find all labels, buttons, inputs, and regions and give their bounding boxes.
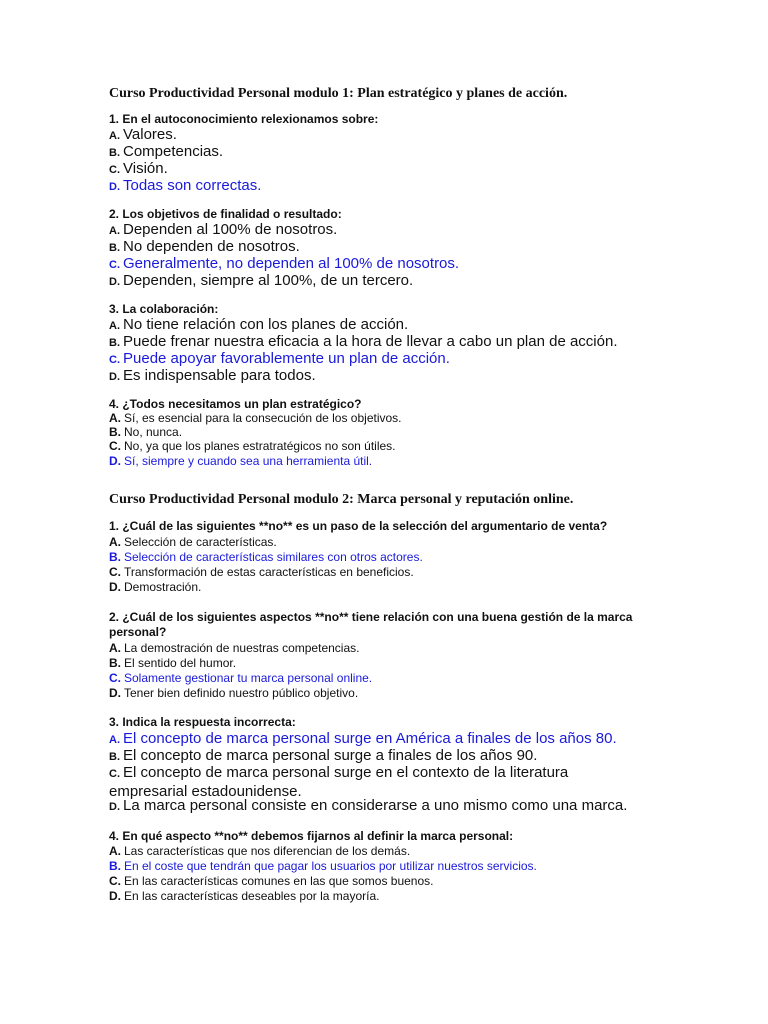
answer-option bbox=[109, 238, 669, 255]
option-text: No, ya que los planes estratratégicos no son útiles. bbox=[124, 439, 396, 453]
answer-option bbox=[109, 126, 669, 143]
correct-answer-option bbox=[109, 350, 669, 367]
option-text: Es indispensable para todos. bbox=[123, 367, 316, 384]
answer-option bbox=[109, 580, 669, 594]
option-letter: B. bbox=[109, 337, 120, 349]
option-letter: C. bbox=[109, 671, 121, 685]
option-text: Selección de características. bbox=[124, 535, 277, 549]
option-letter: C. bbox=[109, 768, 120, 780]
option-text: Sí, es esencial para la consecución de los objetivos. bbox=[124, 411, 402, 425]
option-text: En las características comunes en las que somos buenos. bbox=[124, 874, 434, 888]
option-letter: C. bbox=[109, 565, 121, 579]
question-text: 3. La colaboración: bbox=[109, 302, 219, 316]
answer-option bbox=[109, 535, 669, 549]
answer-option bbox=[109, 143, 669, 160]
option-text: No, nunca. bbox=[124, 425, 183, 439]
correct-answer-option bbox=[109, 177, 669, 194]
option-text: La marca personal consiste en considerarse a uno mismo como una marca. bbox=[123, 797, 628, 814]
section-title: Curso Productividad Personal modulo 1: Plan estratégico y planes de acción. bbox=[109, 86, 568, 101]
option-letter: D. bbox=[109, 801, 120, 813]
option-letter: B. bbox=[109, 550, 121, 564]
question-text: 1. ¿Cuál de las siguientes **no** es un paso de la selección del argumentario de venta? bbox=[109, 519, 608, 533]
option-text: Las características que nos diferencian de los demás. bbox=[124, 844, 411, 858]
option-letter: A. bbox=[109, 734, 120, 746]
answer-option bbox=[109, 411, 669, 425]
answer-option bbox=[109, 272, 669, 289]
answer-option bbox=[109, 565, 669, 579]
question-text: 2. Los objetivos de finalidad o resultado: bbox=[109, 207, 342, 221]
answer-option bbox=[109, 367, 669, 384]
question-text: 1. En el autoconocimiento relexionamos sobre: bbox=[109, 112, 379, 126]
answer-option bbox=[109, 439, 669, 453]
option-letter: C. bbox=[109, 354, 120, 366]
answer-option bbox=[109, 747, 669, 764]
option-text: Sí, siempre y cuando sea una herramienta útil. bbox=[124, 454, 373, 468]
option-text: Todas son correctas. bbox=[123, 177, 262, 194]
option-text: Puede apoyar favorablemente un plan de acción. bbox=[123, 350, 450, 367]
question-text: 2. ¿Cuál de los siguientes aspectos **no** tiene relación con una buena gestión de la marca personal? bbox=[109, 610, 633, 639]
option-text: Dependen al 100% de nosotros. bbox=[123, 221, 338, 238]
correct-answer-option bbox=[109, 454, 669, 468]
option-letter: C. bbox=[109, 439, 121, 453]
option-letter: B. bbox=[109, 859, 121, 873]
answer-option bbox=[109, 425, 669, 439]
option-text: El concepto de marca personal surge a finales de los años 90. bbox=[123, 747, 538, 764]
question-text: 4. En qué aspecto **no** debemos fijarnos al definir la marca personal: bbox=[109, 829, 514, 843]
section-title: Curso Productividad Personal modulo 2: Marca personal y reputación online. bbox=[109, 492, 574, 507]
option-letter: D. bbox=[109, 686, 121, 700]
option-letter: D. bbox=[109, 454, 121, 468]
option-letter: B. bbox=[109, 242, 120, 254]
option-text: El sentido del humor. bbox=[124, 656, 237, 670]
correct-answer-option bbox=[109, 550, 669, 564]
correct-answer-option bbox=[109, 730, 669, 747]
option-letter: D. bbox=[109, 276, 120, 288]
option-text: El concepto de marca personal surge en América a finales de los años 80. bbox=[123, 730, 617, 747]
answer-option bbox=[109, 874, 669, 888]
option-letter: B. bbox=[109, 147, 120, 159]
option-letter: D. bbox=[109, 580, 121, 594]
option-text: Competencias. bbox=[123, 143, 224, 160]
correct-answer-option bbox=[109, 671, 669, 685]
answer-option bbox=[109, 160, 669, 177]
option-letter: D. bbox=[109, 181, 120, 193]
option-letter: A. bbox=[109, 535, 121, 549]
answer-option bbox=[109, 797, 669, 814]
option-letter: A. bbox=[109, 320, 120, 332]
option-text: Solamente gestionar tu marca personal online. bbox=[124, 671, 373, 685]
answer-option bbox=[109, 889, 669, 903]
answer-option bbox=[109, 656, 669, 670]
option-text: En el coste que tendrán que pagar los usuarios por utilizar nuestros servicios. bbox=[124, 859, 537, 873]
option-letter: B. bbox=[109, 656, 121, 670]
option-text: Demostración. bbox=[124, 580, 202, 594]
question-text: 4. ¿Todos necesitamos un plan estratégico? bbox=[109, 397, 362, 411]
answer-option bbox=[109, 333, 669, 350]
option-letter: A. bbox=[109, 844, 121, 858]
answer-option bbox=[109, 641, 669, 655]
option-letter: A. bbox=[109, 225, 120, 237]
option-text: Generalmente, no dependen al 100% de nosotros. bbox=[123, 255, 460, 272]
question-text: 3. Indica la respuesta incorrecta: bbox=[109, 715, 296, 729]
option-letter: C. bbox=[109, 164, 120, 176]
option-letter: A. bbox=[109, 130, 120, 142]
answer-option bbox=[109, 686, 669, 700]
option-letter: D. bbox=[109, 889, 121, 903]
answer-option bbox=[109, 221, 669, 238]
option-letter: A. bbox=[109, 411, 121, 425]
option-text: Puede frenar nuestra eficacia a la hora de llevar a cabo un plan de acción. bbox=[123, 333, 618, 350]
option-text: Transformación de estas características en beneficios. bbox=[124, 565, 414, 579]
answer-option bbox=[109, 844, 669, 858]
option-letter: D. bbox=[109, 371, 120, 383]
option-text: La demostración de nuestras competencias. bbox=[124, 641, 360, 655]
option-letter: C. bbox=[109, 259, 120, 271]
option-text: Tener bien definido nuestro público objetivo. bbox=[124, 686, 359, 700]
option-text: En las características deseables por la mayoría. bbox=[124, 889, 380, 903]
answer-option bbox=[109, 764, 639, 800]
option-text: Valores. bbox=[123, 126, 177, 143]
option-letter: B. bbox=[109, 751, 120, 763]
option-text: Selección de características similares con otros actores. bbox=[124, 550, 423, 564]
option-letter: A. bbox=[109, 641, 121, 655]
option-text: No dependen de nosotros. bbox=[123, 238, 300, 255]
correct-answer-option bbox=[109, 859, 669, 873]
option-text: Visión. bbox=[123, 160, 168, 177]
option-letter: C. bbox=[109, 874, 121, 888]
option-text: Dependen, siempre al 100%, de un tercero. bbox=[123, 272, 414, 289]
option-letter: B. bbox=[109, 425, 121, 439]
option-text: No tiene relación con los planes de acción. bbox=[123, 316, 409, 333]
answer-option bbox=[109, 316, 669, 333]
correct-answer-option bbox=[109, 255, 669, 272]
option-text: El concepto de marca personal surge en el contexto de la literatura empresarial estadounidense. bbox=[109, 764, 569, 800]
